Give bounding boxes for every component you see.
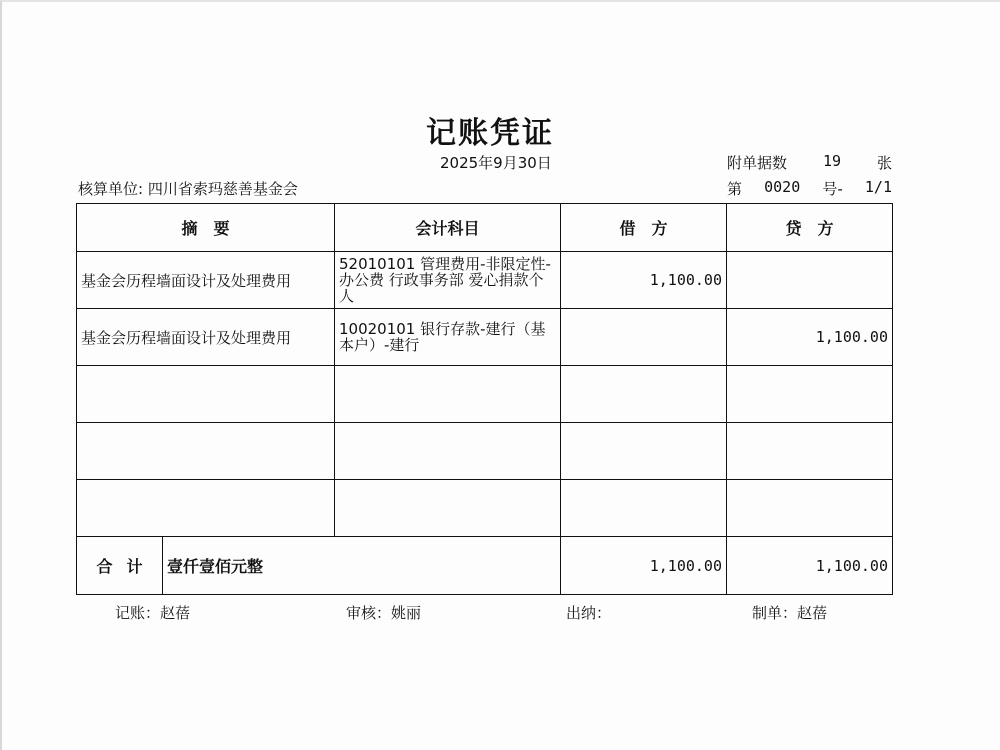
- summary-cell: [77, 480, 335, 537]
- attachments-info: [727, 152, 892, 173]
- attachments-count: 19: [822, 152, 842, 170]
- cashier-signature: 出纳：: [566, 604, 612, 622]
- summary-cell: 基金会历程墙面设计及处理费用: [77, 252, 335, 309]
- summary-cell: [77, 423, 335, 480]
- debit-cell: 1,100.00: [561, 252, 727, 309]
- voucher-prefix: 第: [727, 180, 743, 198]
- subject-cell: 10020101 银行存款-建行（基本户）-建行: [335, 309, 561, 366]
- column-header-subject: 会计科目: [335, 204, 561, 252]
- debit-cell: [561, 480, 727, 537]
- bookkeeper-signature: 记账：赵蓓: [115, 604, 191, 622]
- total-label: 合计: [77, 537, 163, 594]
- page-title: 记账凭证: [426, 116, 554, 151]
- total-debit: 1,100.00: [561, 537, 727, 595]
- attachments-label: 附单据数: [727, 154, 788, 172]
- voucher-table: [76, 203, 893, 595]
- subject-cell: [335, 480, 561, 537]
- subject-cell: [335, 423, 561, 480]
- attachments-unit: 张: [876, 154, 892, 172]
- credit-cell: [727, 366, 893, 423]
- voucher-no: 0020: [764, 178, 801, 196]
- total-amount-words: 壹仟壹佰元整: [167, 557, 264, 576]
- table-row: [77, 423, 893, 480]
- credit-cell: 1,100.00: [727, 309, 893, 366]
- accounting-unit: [78, 178, 298, 199]
- total-cell: [77, 537, 561, 595]
- table-row: [77, 252, 893, 309]
- summary-cell: [77, 366, 335, 423]
- voucher-date: 2025年9月30日: [440, 154, 552, 172]
- voucher-page: 1/1: [864, 178, 892, 196]
- table-row: [77, 366, 893, 423]
- table-row: [77, 480, 893, 537]
- voucher-number: [727, 178, 892, 199]
- preparer-signature: 制单：赵蓓: [752, 604, 828, 622]
- debit-cell: [561, 309, 727, 366]
- credit-cell: [727, 252, 893, 309]
- subject-cell: 52010101 管理费用-非限定性-办公费 行政事务部 爱心捐款个人: [335, 252, 561, 309]
- unit-label: 核算单位:: [78, 180, 144, 198]
- total-row: [77, 537, 893, 595]
- reviewer-signature: 审核：姚丽: [346, 604, 422, 622]
- debit-cell: [561, 366, 727, 423]
- column-header-credit: 贷 方: [727, 204, 893, 252]
- total-credit: 1,100.00: [727, 537, 893, 595]
- summary-cell: 基金会历程墙面设计及处理费用: [77, 309, 335, 366]
- credit-cell: [727, 480, 893, 537]
- credit-cell: [727, 423, 893, 480]
- unit-name: 四川省索玛慈善基金会: [147, 180, 298, 198]
- subject-cell: [335, 366, 561, 423]
- column-header-summary: 摘 要: [77, 204, 335, 252]
- table-header-row: [77, 204, 893, 252]
- voucher-suffix: 号-: [822, 180, 843, 198]
- column-header-debit: 借 方: [561, 204, 727, 252]
- debit-cell: [561, 423, 727, 480]
- table-row: [77, 309, 893, 366]
